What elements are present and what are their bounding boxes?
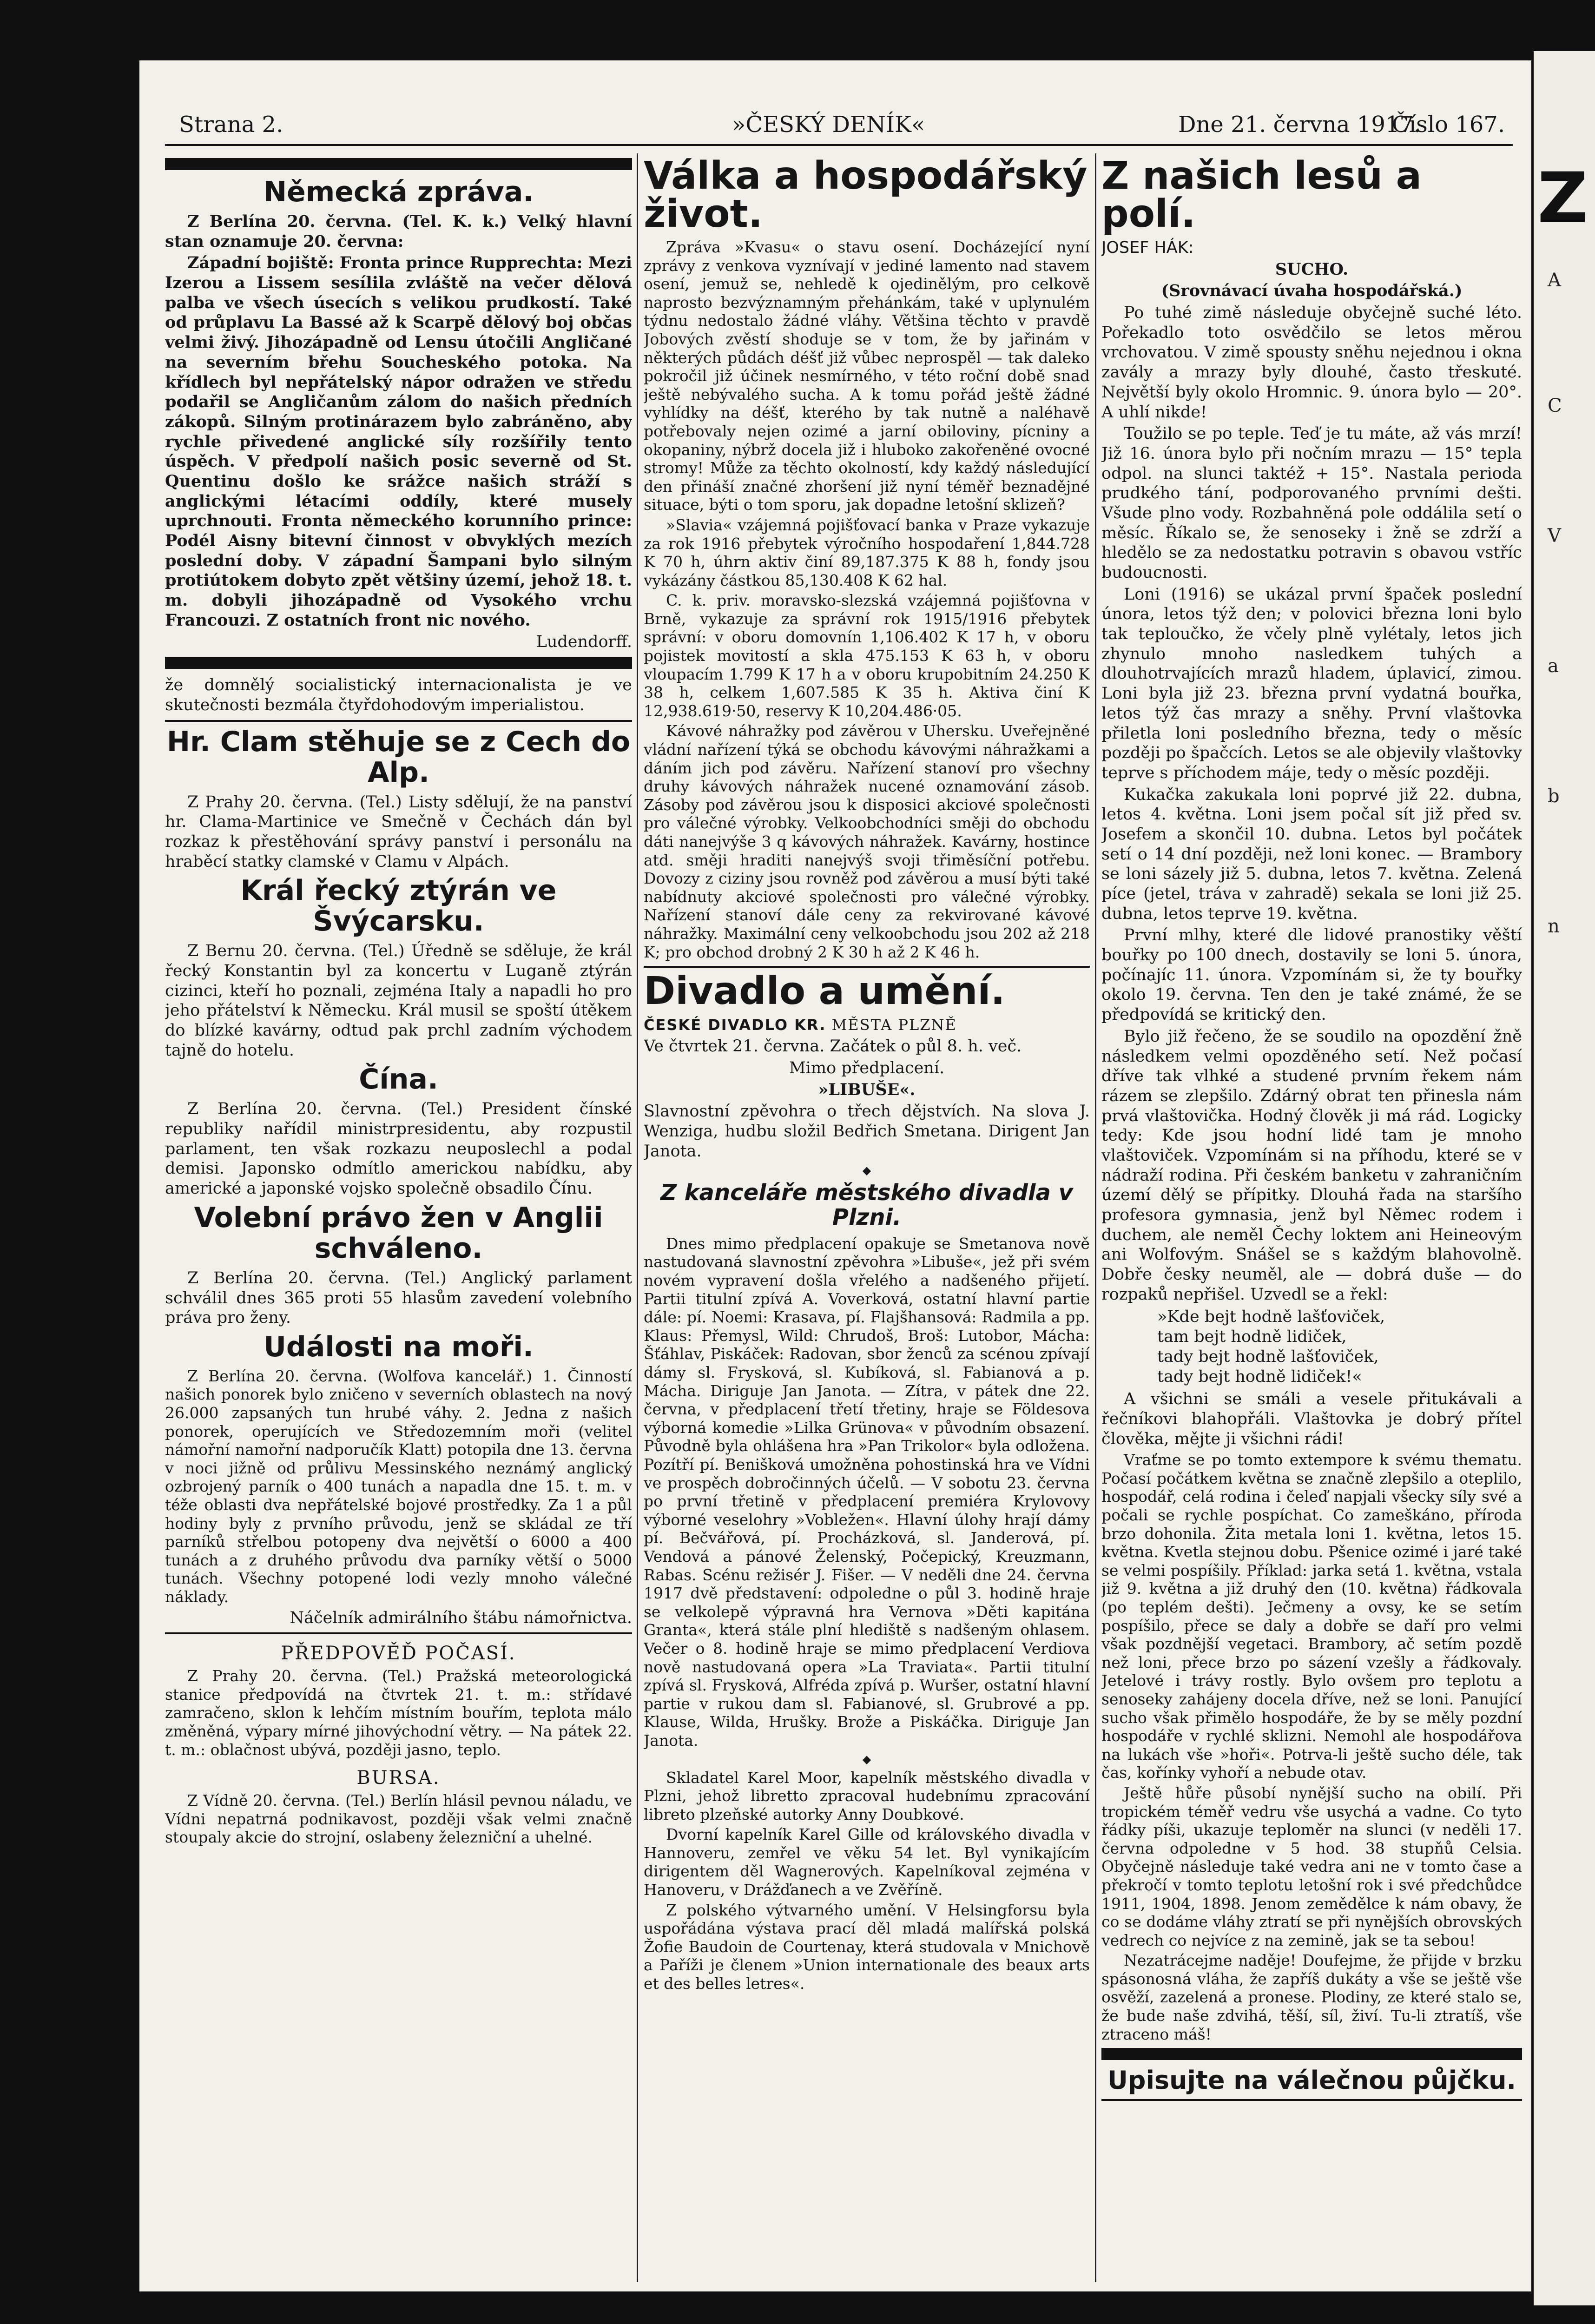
- verse-line: »Kde bejt hodně lašťoviček,: [1157, 1307, 1385, 1327]
- divider: [165, 657, 632, 669]
- issue-number: Číslo 167.: [1392, 112, 1505, 138]
- article-subtitle: (Srovnávací úvaha hospodářská.): [1161, 281, 1463, 301]
- article-body: Loni (1916) se ukázal první špaček poslední února, letos týž den; v polovici března loni bylo tak teploučko, že včely plně vylétaly, letos jich zhynulo mnoho nasledkem tuhých a dlouhotrvajících mrazů hladem, úplavicí, zimou. Loni byla již 23. března první vydatná bouřka, letos týž čas mrazy a sněhy. První vlaštovka přiletla loni posledního března, tedy o měsíc později po špačcích. Letos se ale objevily vlaštovky teprve s příchodem máje, tedy o měsíc později.: [1101, 585, 1522, 782]
- section-title: Válka a hospodářský život.: [644, 154, 1088, 236]
- article-body: Z Berlína 20. června. (Tel.) Anglický parlament schválil dnes 365 proti 55 hlasům zavedení volebního práva pro ženy.: [165, 1268, 632, 1327]
- article-body: A všichni se smáli a vesele přitukávali a řečníkovi blahopřáli. Vlaštovka je dobrý přítel člověka, mějte ji všichni rádi!: [1101, 1390, 1522, 1448]
- edge-letter: V: [1548, 525, 1561, 547]
- weather-title: PŘEDPOVĚĎ POČASÍ.: [281, 1643, 516, 1664]
- program-line: Ve čtvrtek 21. června. Začátek o půl 8. h. več.: [644, 1037, 1022, 1056]
- masthead: »ČESKÝ DENÍK«: [732, 112, 925, 138]
- divider: [644, 966, 1090, 968]
- column-2: [644, 153, 1090, 2282]
- article-body: Z Bernu 20. června. (Tel.) Úředně se sděluje, že král řecký Konstantin byl za koncertu v Luganě ztýrán cizinci, kteří ho poznali, zejména Italy a napadli ho pro jeho přátelství k Německu. Král musil se spoští útěkem do blízké kavárny, odtud pak prchl zadním východem tajně do hotelu.: [165, 942, 632, 1060]
- article-body: Skladatel Karel Moor, kapelník městského divadla v Plzni, jehož libretto zpracoval hudebnímu zpracování libreto plzeňské autorky Anny Doubkové.: [644, 1768, 1090, 1823]
- weather-body: Z Prahy 20. června. (Tel.) Pražská meteorologická stanice předpovídá na čtvrtek 21. t. m.: střídavé zamračeno, sklon k lehčím místním bouřím, teplota málo změněná, výpary mírné jihovýchodní větry. — Na pátek 22. t. m.: oblačnost ubývá, později jasno, teplo.: [165, 1667, 632, 1759]
- article-body: C. k. priv. moravsko-slezská vzájemná pojišťovna v Brně, vykazuje za správní rok 1915/1916 přebytek správní: v oboru domovnín 1,106.402 K 17 h, v oboru pojistek movitostí a skla 475.153 K 63 h, v oboru vloupacím 1.799 K 17 h a v oboru krupobitním 24.250 K 38 h, celkem 1,607.585 K 35 h. Aktiva činí K 12,938.619·50, reservy K 10,204.486·05.: [644, 591, 1090, 720]
- article-title: Z kanceláře městského divadla v Plzni.: [660, 1180, 1073, 1231]
- article-body: Z Prahy 20. června. (Tel.) Listy sdělují, že na panství hr. Clama-Martinice ve Smečně v Čechách dán byl rozkaz k přestěhování správy panství i personálu na hraběcí statky clamské v Clamu v Alpách.: [165, 792, 632, 871]
- page-header: [165, 107, 1513, 146]
- article-body: Vraťme se po tomto extempore k svému thematu. Počasí počátkem května se značně zlepšilo a oteplilo, hospodář, celá rodina i čeleď napjali všecky síly své a počali se rychle pospíchat. Co zameškáno, příroda brzo dohonila. Žita metala loni 1. května, letos 15. května. Kvetla stejnou dobu. Pšenice ozimé i jaré také se velmi pospíšily. Příklad: jarka setá 1. května, vstala již 9. května a již druhý den (10. května) řádkovala (po teplém dešti). Ječmeny a ovsy, ke se setím pospíšilo, přece se daly a dobře se daří pro velmi však pozdnější vegetaci. Brambory, ač setím pozdě než loni, přece brzo po sázení vzešly a řádkovaly. Jetelové i trávy rostly. Bylo ovšem pro teplotu a senoseky zahájeny docela dříve, než se loni. Panující sucho však přimělo hospodáře, že by se měly pozdní hospodáře v rychlé sklizni. Nemohl ale hospodářova na lukách vše »hoři«. Potrva-li ještě sucho déle, tak čas, kořínky vyhoří a nebude otav.: [1101, 1451, 1522, 1782]
- theatre-city: MĚSTA PLZNĚ: [831, 1016, 957, 1034]
- article-body: Nezatrácejme naděje! Doufejme, že přijde v brzku spásonosná vláha, že zapříš dukáty a vše se ještě vše osvěží, zazelená a pronese. Plodiny, ze které stalo se, že bude naše zdvihá, těší, síl, živí. Tu-li ztratíš, vše ztraceno máš!: [1101, 1951, 1522, 2043]
- article-lede: Z Berlína 20. června. (Tel. K. k.) Velký hlavní stan oznamuje 20. června:: [165, 212, 632, 251]
- edge-letter: C: [1548, 395, 1562, 416]
- article-body: Po tuhé zimě následuje obyčejně suché léto. Pořekadlo toto osvědčilo se letos měrou vrchovatou. V zimě spousty sněhu nejednou i okna zavály a mrazy byly dlouhé, často třeskuté. Největší byly okolo Hromnic. 9. února bylo — 20°. A uhlí nikde!: [1101, 304, 1522, 422]
- divider: [1101, 2048, 1522, 2060]
- article-title: Hr. Clam stěhuje se z Cech do Alp.: [166, 725, 631, 789]
- edge-fragment: Z: [1537, 158, 1588, 239]
- separator-star: ◆: [862, 1752, 871, 1766]
- article-title: Volební právo žen v Anglii schváleno.: [194, 1201, 603, 1265]
- bursa-body: Z Vídně 20. června. (Tel.) Berlín hlásil pevnou náladu, ve Vídni nepatrná podnikavost, později však velmi značně stoupaly akcie do strojní, oslabeny železniční a uhelné.: [165, 1791, 632, 1847]
- separator-star: ◆: [862, 1164, 871, 1177]
- program-line: Slavnostní zpěvohra o třech dějstvích. Na slova J. Wenziga, hudbu složil Bedřich Smetana. Dirigent Jan Janota.: [644, 1102, 1090, 1161]
- article-body: »Slavia« vzájemná pojišťovací banka v Praze vykazuje za rok 1916 přebytek výročního hospodaření 1,844.728 K 70 h, úhrn aktiv činí 89,187.375 K 88 h, fondy jsou vykázány částkou 85,130.408 K 62 hal.: [644, 515, 1090, 589]
- bursa-title: BURSA.: [356, 1767, 441, 1789]
- author: JOSEF HÁK:: [1101, 238, 1194, 257]
- program-title: »LIBUŠE«.: [818, 1080, 916, 1099]
- article-title: Čína.: [359, 1063, 438, 1096]
- article-body: Toužilo se po teple. Teď je tu máte, až vás mrzí! Již 16. února bylo při nočním mrazu — 15° tepla odpol. na slunci taktéž + 15°. Nastala perioda prudkého tání, podporovaného prvními dešti. Všude plno vody. Rozbahněná pole oddálila setí o měsíc. Říkalo se, že senoseky i žně se zdrží a hledělo se za nedostatku potravin s obavou vstříc budoucnosti.: [1101, 424, 1522, 582]
- article-title: Král řecký ztýrán ve Švýcarsku.: [240, 874, 557, 938]
- column-rule: [1095, 153, 1096, 2282]
- edge-letter: n: [1548, 916, 1560, 937]
- program-line: Mimo předplacení.: [789, 1058, 945, 1077]
- article-signature: Ludendorff.: [536, 633, 632, 652]
- article-body: Kukačka zakukala loni poprvé již 22. dubna, letos 4. května. Loni jsem počal sít již před sv. Josefem a skončil 10. dubna. Letos byl počátek setí o 14 dní později, než loni konec. — Brambory se loni sázely již 5. dubna, letos 7. května. Zelená píce (jetel, tráva v zahradě) sekala se loni již 25. dubna, letos teprve 19. května.: [1101, 785, 1522, 923]
- divider: [165, 720, 632, 722]
- divider: [165, 158, 632, 170]
- article-body: Z Berlína 20. června. (Wolfova kancelář.) 1. Činností našich ponorek bylo zničeno v severních oblastech na nový 26.000 zapsaných tun hrubé váhy. 2. Jedna z našich ponorek, operujících ve Středozemním moři (velitel námořní namořní nadporučík Klatt) potopila dne 13. června v noci jižně od průlivu Messinského neznámý anglický ozbrojený parník o 400 tunách a napadla dne 15. t. m. v téže oblasti dva nepřátelské bojové prostředky. Za 1 a půl hodiny byly z prvního průvodu, jenž se skládal ze tří parníků střelbou potopeny dva největší o 6000 a 400 tunách a z druhého průvodu dva parníky větší o 5000 tunách. Všechny potopené lodi vezly mnoho válečné náklady.: [165, 1367, 632, 1606]
- article-body: Z polského výtvarného umění. V Helsingforsu byla uspořádána výstava prací děl mladá malířská polská Žofie Baudoin de Courtenay, která studovala v Mnichově a Paříži je členem »Union internationale des beaux arts et des belles letres«.: [644, 1901, 1090, 1993]
- edge-letter: a: [1548, 655, 1559, 677]
- article-fragment: že domnělý socialistický internacionalista je ve skutečnosti bezmála čtyřdohodovým imperialistou.: [165, 676, 632, 714]
- newspaper-page: [139, 60, 1531, 2291]
- article-body: Ještě hůře působí nynější sucho na obilí. Při tropickém téměř vedru vše usychá a vadne. Co tyto řádky píši, ukazuje teploměr na slunci (v neděli 17. června odpoledne v 5 hod. 38 stupňů Celsia. Obyčejně následuje také vedra ani ne v tomto čase a překročí v tomto teplotu letošní rok i své předchůdce 1911, 1904, 1898. Jenom zemědělce k nám obavy, že co se dodáme vláhy ztratí se při nynějších obrovských vedrech co nejvíce z na zemině, jak se ta sebou!: [1101, 1783, 1522, 1949]
- verse: [1157, 1307, 1522, 1386]
- theatre-name: ČESKÉ DIVADLO KR.: [644, 1016, 826, 1034]
- theatre-masthead: [644, 1016, 1090, 1034]
- divider: [165, 1632, 632, 1634]
- war-loan-ad: Upisujte na válečnou půjčku.: [1107, 2066, 1516, 2095]
- verse-line: tady bejt hodně lašťoviček,: [1157, 1347, 1379, 1366]
- article-signature: Náčelník admirálního štábu námořnictva.: [290, 1608, 632, 1627]
- issue-date: Dne 21. června 1917.: [1178, 112, 1421, 138]
- edge-letter: A: [1548, 270, 1561, 291]
- article-body: Z Berlína 20. června. (Tel.) President čínské republiky nařídil ministrpresidentu, aby rozpustil parlament, ten však rozkazu neuposlechl a podal demisi. Japonsko odmítlo americkou nabídku, aby americké a japonské vojsko společně obsadilo Čínu.: [165, 1100, 632, 1198]
- column-1: [165, 153, 632, 2282]
- article-body: Západní bojiště: Fronta prince Rupprechta: Mezi Izerou a Lissem sesílila zvláště na večer dělová palba ve všech úsecích s velikou prudkostí. Také od průplavu La Bassé až k Scarpě dělový boj občas velmi živý. Jihozápadně od Lensu útočili Angličané na severním břehu Soucheského potoka. Na křídlech byl nepřátelský nápor odražen ve středu podařil se Angličanům zálom do našich předních zákopů. Silným protinárazem bylo zabráněno, aby rychle přivedené anglické síly rozšířily tento úspěch. V předpolí našich posic severně od St. Quentinu došlo ke srážce našich stráží s anglickými létacími oddíly, které musely uprchnouti. Fronta německého korunního prince: Podél Aisny bitevní činnost v obvyklých mezích poslední doby. V západní Šampani bylo silným protiútokem dobyto zpět většiny území, jehož 18. t. m. dobyli jihozápadně od Vysokého vrchu Francouzi. Z ostatních front nic nového.: [165, 253, 632, 630]
- section-title: Z našich lesů a polí.: [1101, 154, 1422, 236]
- article-body: Zpráva »Kvasu« o stavu osení. Docházející nyní zprávy z venkova vyznívají v jediné lamento nad stavem osení, jemuž se, nehledě k ojedinělým, pro celkově naprosto bezvýznamným přehánkám, také v uplynulém týdnu nedostalo žádné vláhy. Většina těchto v pravdě Jobových zvěstí shoduje se v tom, že by jařinám v některých půdách déšť již vůbec neprospěl — tak daleko pokročil již účinek nesmírného, v této roční době snad ještě nebývalého sucha. A k tomu pořád ještě žádné vyhlídky na déšť, kterého by tak nutně a naléhavě potřebovaly nejen ozimé a jarní obiloviny, pícniny a okopaniny, nýbrž docela již i hluboko zakořeněné ovocné stromy! Může za těchto okolností, kdy každý následující den přináší značné zhoršení již nyní téměř beznadějné situace, býti o tom sporu, jak dopadne letošní sklizeň?: [644, 238, 1090, 514]
- section-title: Divadlo a umění.: [644, 969, 1005, 1014]
- article-title: Události na moři.: [264, 1330, 534, 1363]
- next-page-edge: [1534, 51, 1595, 2305]
- edge-letter: b: [1548, 786, 1560, 807]
- article-body: Bylo již řečeno, že se soudilo na opozdění žně následkem velmi opozděného setí. Než počasí dříve tak vlhké a studené prvním řekem nám rázem se zlepšilo. Zdárný obrat ten přinesla nám prvá vlaštovička. Hodný člověk ji má rád. Logicky tedy: Kde jsou hodní lidé tam je mnoho vlaštoviček. Vzpomínám si na příhodu, které se v nádraží rodina. Při českém banketu v zahraničním území dělý se přípitky. Dlouhá řada na staršího profesora gymnasia, jenž byl Němec rodem i duchem, ale neměl Čechy loktem ani Heineovým ani Wolfovým. Snášel se s každým blahovolně. Dobře česky neuměl, ale — dobrá duše — do rozpaků nepřišel. Uzvedl se a řekl:: [1101, 1027, 1522, 1304]
- article-body: Dnes mimo předplacení opakuje se Smetanova nově nastudovaná slavnostní zpěvohra »Libuše«, jež při svém novém vypravení došla vřelého a nadšeného přijetí. Partii titulní zpívá A. Voverková, ostatní hlavní partie dále: pí. Noemi: Krasava, pí. Flajšhansová: Radmila a pp. Klaus: Přemysl, Wild: Chrudoš, Broš: Lutobor, Mácha: Šťáhlav, Piskáček: Radovan, sbor ženců za scénou zpívají dámy sl. Frysková, sl. Kubíková, sl. Fabianová a p. Mácha. Diriguje Jan Janota. — Zítra, v pátek dne 22. června, v předplacení třetí třetiny, hraje se Földesova výborná komedie »Lilka Grünova« v původním obsazení. Původně byla ohlášena hra »Pan Trikolor« byla odložena. Pozítří pí. Benišková umožněna pohostinská hra ve Vídni ve prospěch dobročinných účelů. — V sobotu 23. června po první třetině v předplacení premiéra Krylovovy výborné veselohry »Vobležen«. Hlavní úlohy hrají dámy pí. Bečvářová, pí. Procházková, sl. Janderová, pí. Vendová a pánové Želenský, Počepický, Kreuzmann, Rabas. Scénu režisér J. Fišer. — V neděli dne 24. června 1917 dvě představení: odpoledne o půl 3. hodině hraje se velkolepě výpravná hra Vernova »Děti kapitána Granta«, která stále plní hlediště s nadšeným ohlasem. Večer o 8. hodině hraje se mimo předplacení Verdiova nově nastudovaná opera »La Traviata«. Partii titulní zpívá sl. Frysková, Alfréda zpívá p. Wuršer, ostatní hlavní partie v rukou dam sl. Fabianové, sl. Grubrové a pp. Klause, Wilda, Hrušky. Brože a Piskáčka. Diriguje Jan Janota.: [644, 1234, 1090, 1750]
- article-title: SUCHO.: [1275, 259, 1349, 279]
- verse-line: tady bejt hodně lidiček!«: [1157, 1367, 1362, 1386]
- article-title: Německá zpráva.: [263, 176, 534, 208]
- page-number: Strana 2.: [179, 112, 283, 138]
- column-3: [1101, 153, 1522, 2282]
- divider: [1101, 2099, 1522, 2101]
- column-rule: [637, 153, 638, 2282]
- article-body: První mlhy, které dle lidové pranostiky věští bouřky po 100 dnech, dostavily se loni 5. února, počínajíc 11. února. Vzpomínám si, že ty bouřky okolo 19. června. Ten den je také známé, že se předpovídá se kritický den.: [1101, 926, 1522, 1024]
- article-body: Kávové náhražky pod závěrou v Uhersku. Uveřejněné vládní nařízení týká se obchodu kávovými náhražkami a dáním jich pod závěru. Nařízení stanoví pro všechny druhy kávových náhražek nucené oznamování zásob. Zásoby pod závěrou jsou k disposici akciové společnosti pro válečné výrobky. Velkoobchodníci směji do obchodu dáti nanejvýše 3 q kávových náhražek. Kavárny, hostince atd. směji hraditi nanejvýš svoji třiměsíční potřebu. Dovozy z ciziny jsou rovněž pod závěrou a musí býti také nabídnuty akciové společnosti pro válečné výrobky. Nařízení stanoví dále ceny za rekvirované kávové náhražky. Maximální ceny velkoobchodu jsou 202 až 218 K; pro obchod drobný 2 K 30 h až 2 K 46 h.: [644, 722, 1090, 961]
- verse-line: tam bejt hodně lidiček,: [1157, 1327, 1347, 1347]
- article-body: Dvorní kapelník Karel Gille od královského divadla v Hannoveru, zemřel ve věku 54 let. Byl vynikajícím dirigentem děl Wagnerových. Kapelníkoval zejména v Hanoveru, v Drážďanech a ve Zvěříně.: [644, 1825, 1090, 1899]
